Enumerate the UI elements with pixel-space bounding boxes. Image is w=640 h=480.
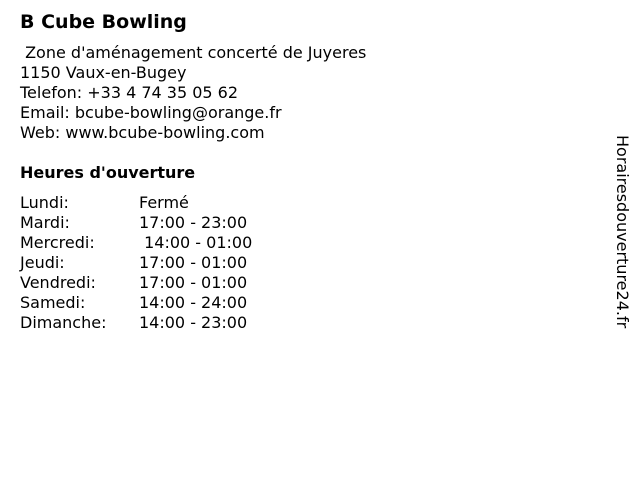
hours-row-friday xyxy=(20,273,580,293)
day-label: Vendredi: xyxy=(20,273,96,292)
address-city: 1150 Vaux-en-Bugey xyxy=(20,63,187,82)
hours-row-monday xyxy=(20,193,580,213)
day-label: Mardi: xyxy=(20,213,70,232)
day-label: Jeudi: xyxy=(20,253,65,272)
hours-row-thursday xyxy=(20,253,580,273)
phone-line: Telefon: +33 4 74 35 05 62 xyxy=(20,83,239,102)
day-label: Dimanche: xyxy=(20,313,107,332)
address-street: Zone d'aménagement concerté de Juyeres xyxy=(20,43,367,62)
day-label: Mercredi: xyxy=(20,233,95,252)
hours-row-tuesday xyxy=(20,213,580,233)
opening-hours-heading: Heures d'ouverture xyxy=(20,163,196,182)
time-range: 14:00 - 23:00 xyxy=(139,313,248,332)
opening-hours-table xyxy=(20,193,580,333)
time-range: 14:00 - 01:00 xyxy=(139,233,253,252)
hours-row-sunday xyxy=(20,313,580,333)
hours-row-saturday xyxy=(20,293,580,313)
time-range: 17:00 - 23:00 xyxy=(139,213,248,232)
time-range: Fermé xyxy=(139,193,189,212)
email-line: Email: bcube-bowling@orange.fr xyxy=(20,103,282,122)
hours-row-wednesday xyxy=(20,233,580,253)
day-label: Lundi: xyxy=(20,193,69,212)
business-card xyxy=(20,11,580,333)
business-name: B Cube Bowling xyxy=(20,11,187,33)
web-line: Web: www.bcube-bowling.com xyxy=(20,123,265,142)
time-range: 17:00 - 01:00 xyxy=(139,273,248,292)
time-range: 14:00 - 24:00 xyxy=(139,293,248,312)
day-label: Samedi: xyxy=(20,293,86,312)
time-range: 17:00 - 01:00 xyxy=(139,253,248,272)
site-watermark: Horairesdouverture24.fr xyxy=(613,135,632,329)
